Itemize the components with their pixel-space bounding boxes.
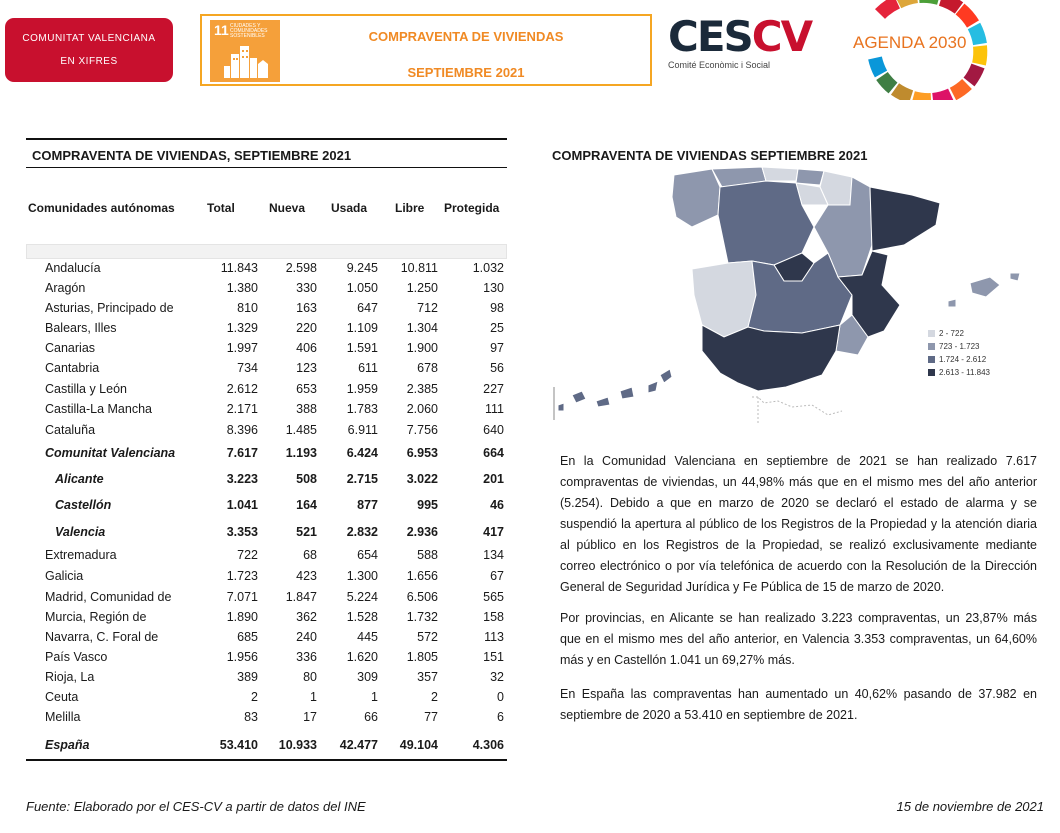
cell-libre: 2.060 <box>406 402 438 416</box>
cell-total: 389 <box>237 670 258 684</box>
cell-nueva: 423 <box>296 569 317 583</box>
cell-libre: 995 <box>417 498 438 512</box>
table-row <box>26 382 507 402</box>
cell-libre: 1.304 <box>406 321 438 335</box>
table-row <box>26 630 507 650</box>
cell-protegida: 201 <box>483 472 504 486</box>
agenda-2030-text: AGENDA 2030 <box>853 33 967 52</box>
cell-nueva: 1 <box>310 690 317 704</box>
cescv-logo-cv: CV <box>751 12 812 61</box>
cescv-logo <box>668 12 812 86</box>
paragraph-espana: En España las compraventas han aumentado un 40,62% pasando de 37.982 en septiembre de 2020 a 53.410 en septiembre de 2021. <box>560 687 1037 722</box>
table-header-band <box>26 244 507 259</box>
cell-libre: 2.936 <box>406 525 438 539</box>
cell-nueva: 388 <box>296 402 317 416</box>
cell-total: 734 <box>237 361 258 375</box>
region-name: Melilla <box>45 710 81 724</box>
cell-total: 3.353 <box>226 525 258 539</box>
cell-total: 1.997 <box>226 341 258 355</box>
cell-usada: 445 <box>357 630 378 644</box>
table-row <box>26 548 507 568</box>
cell-nueva: 123 <box>296 361 317 375</box>
table-row <box>26 569 507 589</box>
cell-protegida: 67 <box>490 569 504 583</box>
cell-protegida: 565 <box>483 590 504 604</box>
table-row <box>26 498 507 518</box>
cell-libre: 6.506 <box>406 590 438 604</box>
cell-usada: 647 <box>357 301 378 315</box>
table-row <box>26 281 507 301</box>
table-top-rule <box>26 138 507 140</box>
report-title-box <box>200 14 652 86</box>
cell-total: 2.612 <box>226 382 258 396</box>
cell-protegida: 1.032 <box>472 261 504 275</box>
cell-nueva: 1.847 <box>285 590 317 604</box>
cell-usada: 654 <box>357 548 378 562</box>
cell-total: 1.890 <box>226 610 258 624</box>
cell-protegida: 25 <box>490 321 504 335</box>
region-name: Cataluña <box>45 423 96 437</box>
table-row <box>26 690 507 710</box>
report-period: SEPTIEMBRE 2021 <box>407 65 525 80</box>
cell-libre: 1.656 <box>406 569 438 583</box>
region-baleares <box>970 277 1000 297</box>
cell-total: 1.329 <box>226 321 258 335</box>
sdg-text: CIUDADES Y COMUNIDADES SOSTENIBLES <box>230 23 268 39</box>
city-buildings-icon <box>224 44 268 78</box>
legend-label: 1.724 - 2.612 <box>939 355 987 364</box>
legend-item <box>928 355 986 364</box>
table-row <box>26 446 507 466</box>
cell-protegida: 151 <box>483 650 504 664</box>
legend-label: 2 - 722 <box>939 329 964 338</box>
table-bottom-rule <box>26 759 507 761</box>
cell-usada: 66 <box>364 710 378 724</box>
cell-protegida: 134 <box>483 548 504 562</box>
cell-usada: 611 <box>358 361 378 375</box>
cell-libre: 712 <box>417 301 438 315</box>
cell-libre: 2 <box>431 690 438 704</box>
region-name: Comunitat Valenciana <box>45 446 176 460</box>
cell-libre: 1.805 <box>406 650 438 664</box>
region-pais-vasco <box>796 169 824 185</box>
region-name: Valencia <box>55 525 106 539</box>
cell-protegida: 56 <box>490 361 504 375</box>
table-row <box>26 738 507 758</box>
region-canarias <box>572 391 586 403</box>
region-name: País Vasco <box>45 650 108 664</box>
cell-nueva: 163 <box>296 301 317 315</box>
cell-nueva: 521 <box>296 525 317 539</box>
spain-choropleth-map <box>552 165 1032 430</box>
cell-nueva: 1.485 <box>285 423 317 437</box>
cell-libre: 7.756 <box>406 423 438 437</box>
cell-total: 1.041 <box>226 498 258 512</box>
map-title: COMPRAVENTA DE VIVIENDAS SEPTIEMBRE 2021 <box>552 148 868 163</box>
legend-swatch <box>928 343 935 350</box>
col-header-libre: Libre <box>395 201 425 215</box>
table-title-rule <box>26 167 507 168</box>
report-date: 15 de noviembre de 2021 <box>896 799 1044 814</box>
cell-nueva: 406 <box>296 341 317 355</box>
cell-usada: 6.911 <box>347 423 378 437</box>
cell-libre: 49.104 <box>399 738 438 752</box>
cell-nueva: 68 <box>303 548 317 562</box>
cell-nueva: 164 <box>296 498 317 512</box>
cell-total: 810 <box>237 301 258 315</box>
cell-protegida: 158 <box>483 610 504 624</box>
cell-nueva: 508 <box>296 472 317 486</box>
cell-nueva: 336 <box>296 650 317 664</box>
region-name: Canarias <box>45 341 96 355</box>
cell-protegida: 417 <box>483 525 504 539</box>
legend-swatch <box>928 330 935 337</box>
report-title: COMPRAVENTA DE VIVIENDAS <box>368 29 564 44</box>
region-name: Aragón <box>45 281 86 295</box>
cell-libre: 2.385 <box>406 382 438 396</box>
table-row <box>26 361 507 381</box>
cell-nueva: 240 <box>296 630 317 644</box>
legend-label: 2.613 - 11.843 <box>939 368 991 377</box>
cell-total: 1.723 <box>226 569 258 583</box>
cell-nueva: 10.933 <box>278 738 317 752</box>
cell-protegida: 46 <box>490 498 504 512</box>
table-title: COMPRAVENTA DE VIVIENDAS, SEPTIEMBRE 2021 <box>32 148 352 163</box>
cell-usada: 1.783 <box>346 402 378 416</box>
cell-libre: 1.732 <box>406 610 438 624</box>
cell-libre: 10.811 <box>400 261 438 275</box>
cell-total: 2.171 <box>226 402 258 416</box>
cell-libre: 678 <box>417 361 438 375</box>
cell-protegida: 111 <box>484 402 504 416</box>
sales-table <box>26 138 507 763</box>
region-name: Galicia <box>45 569 84 583</box>
table-row <box>26 610 507 630</box>
cell-usada: 2.832 <box>346 525 378 539</box>
cescv-logo-ces: CES <box>668 12 752 61</box>
region-name: Murcia, Región de <box>45 610 147 624</box>
cell-protegida: 6 <box>497 710 504 724</box>
table-row <box>26 710 507 730</box>
region-name: Extremadura <box>45 548 117 562</box>
table-row <box>26 472 507 492</box>
col-header-region: Comunidades autónomas <box>28 201 175 215</box>
cell-nueva: 362 <box>296 610 317 624</box>
cell-nueva: 1.193 <box>285 446 317 460</box>
cell-usada: 309 <box>357 670 378 684</box>
paragraph-comunitat: En la Comunidad Valenciana en septiembre de 2021 se han realizado 7.617 compraventas de viviendas, un 44,98% más que en el mismo mes del año anterior (5.254). Debido a que en marzo de 2020 se declaró el estado de alarma y se suspendió la apertura al público de los Registros de la Propiedad y la atención diaria al público en los Registros de la Propiedad, se realizó exclusivamente mediante correo electrónico o por vía telefónica de acuerdo con la Resolución de la Dirección General de Seguridad Jurídica y Fe Pública de 15 de marzo de 2020. <box>560 454 1037 594</box>
region-name: Balears, Illes <box>45 321 117 335</box>
cell-libre: 588 <box>417 548 438 562</box>
table-row <box>26 670 507 690</box>
cell-nueva: 17 <box>303 710 317 724</box>
cell-total: 1.956 <box>226 650 258 664</box>
region-name: Asturias, Principado de <box>45 301 174 315</box>
table-row <box>26 341 507 361</box>
legend-item <box>928 368 990 377</box>
cell-usada: 1.109 <box>346 321 378 335</box>
cell-total: 8.396 <box>226 423 258 437</box>
sdg-number: 11 <box>214 22 229 38</box>
cell-protegida: 98 <box>490 301 504 315</box>
cell-nueva: 220 <box>296 321 317 335</box>
region-name: Ceuta <box>45 690 79 704</box>
legend-item <box>928 342 979 351</box>
cell-total: 3.223 <box>226 472 258 486</box>
table-row <box>26 423 507 443</box>
cell-usada: 1.300 <box>346 569 378 583</box>
legend-item <box>928 329 964 338</box>
table-row <box>26 525 507 545</box>
cell-usada: 42.477 <box>339 738 378 752</box>
region-name: Rioja, La <box>45 670 95 684</box>
col-header-total: Total <box>207 201 235 215</box>
cell-usada: 1 <box>371 690 378 704</box>
cell-protegida: 113 <box>484 630 504 644</box>
cell-usada: 877 <box>357 498 378 512</box>
region-cantabria <box>762 167 798 181</box>
region-name: Cantabria <box>45 361 100 375</box>
region-name: Alicante <box>55 472 104 486</box>
cell-usada: 2.715 <box>346 472 378 486</box>
cell-total: 1.380 <box>226 281 258 295</box>
region-cataluna <box>870 187 940 251</box>
cell-nueva: 2.598 <box>285 261 317 275</box>
table-row <box>26 650 507 670</box>
cell-nueva: 653 <box>296 382 317 396</box>
table-row <box>26 301 507 321</box>
region-name: Castellón <box>55 498 112 512</box>
cell-libre: 6.953 <box>406 446 438 460</box>
cell-total: 83 <box>244 710 258 724</box>
spain-map-shapes <box>552 165 1032 430</box>
cv-badge-line1: COMUNITAT VALENCIANA <box>22 33 156 44</box>
cell-protegida: 130 <box>483 281 504 295</box>
cell-libre: 77 <box>424 710 438 724</box>
col-header-protegida: Protegida <box>444 201 500 215</box>
cell-usada: 1.050 <box>346 281 378 295</box>
cell-protegida: 227 <box>483 382 504 396</box>
table-row <box>26 402 507 422</box>
cell-usada: 6.424 <box>346 446 378 460</box>
cell-usada: 1.528 <box>346 610 378 624</box>
cell-libre: 1.900 <box>406 341 438 355</box>
cell-libre: 1.250 <box>406 281 438 295</box>
region-name: Madrid, Comunidad de <box>45 590 172 604</box>
cell-protegida: 664 <box>483 446 504 460</box>
region-galicia <box>672 169 720 227</box>
legend-swatch <box>928 356 935 363</box>
cell-nueva: 80 <box>303 670 317 684</box>
cell-total: 7.071 <box>226 590 258 604</box>
col-header-nueva: Nueva <box>269 201 306 215</box>
cell-libre: 357 <box>417 670 438 684</box>
cell-usada: 9.245 <box>346 261 378 275</box>
table-row <box>26 590 507 610</box>
cell-protegida: 32 <box>490 670 504 684</box>
legend-label: 723 - 1.723 <box>939 342 980 351</box>
cv-badge-line2: EN XIFRES <box>60 56 118 67</box>
cell-total: 11.843 <box>220 261 258 275</box>
cell-protegida: 640 <box>483 423 504 437</box>
region-name: Andalucía <box>45 261 101 275</box>
cell-usada: 5.224 <box>346 590 378 604</box>
cell-total: 2 <box>251 690 258 704</box>
cell-protegida: 4.306 <box>472 738 504 752</box>
cell-total: 685 <box>237 630 258 644</box>
cell-usada: 1.591 <box>346 341 378 355</box>
table-row <box>26 321 507 341</box>
cell-libre: 3.022 <box>406 472 438 486</box>
cell-usada: 1.959 <box>346 382 378 396</box>
cescv-subtitle: Comité Econòmic i Social <box>668 60 771 70</box>
source-note: Fuente: Elaborado por el CES-CV a partir de datos del INE <box>26 799 366 814</box>
cell-total: 722 <box>237 548 258 562</box>
cell-libre: 572 <box>417 630 438 644</box>
agenda-2030-logo <box>845 0 995 100</box>
cell-total: 7.617 <box>226 446 258 460</box>
cell-protegida: 0 <box>497 690 504 704</box>
table-row <box>26 261 507 281</box>
legend-swatch <box>928 369 935 376</box>
sdg-11-icon <box>210 20 280 82</box>
cell-nueva: 330 <box>296 281 317 295</box>
region-name: España <box>45 738 90 752</box>
region-name: Castilla-La Mancha <box>45 402 152 416</box>
cell-protegida: 97 <box>490 341 504 355</box>
region-name: Navarra, C. Foral de <box>45 630 159 644</box>
col-header-usada: Usada <box>331 201 368 215</box>
region-name: Castilla y León <box>45 382 127 396</box>
paragraph-provincias: Por provincias, en Alicante se han realizado 3.223 compraventas, un 23,87% más que en el mismo mes del año anterior, en Valencia 3.353 compraventas, un 64,60% más y en Castellón 1.041 un 69,27% más. <box>560 611 1037 667</box>
cell-total: 53.410 <box>219 738 258 752</box>
cv-en-xifres-badge <box>5 18 173 82</box>
cell-usada: 1.620 <box>346 650 378 664</box>
